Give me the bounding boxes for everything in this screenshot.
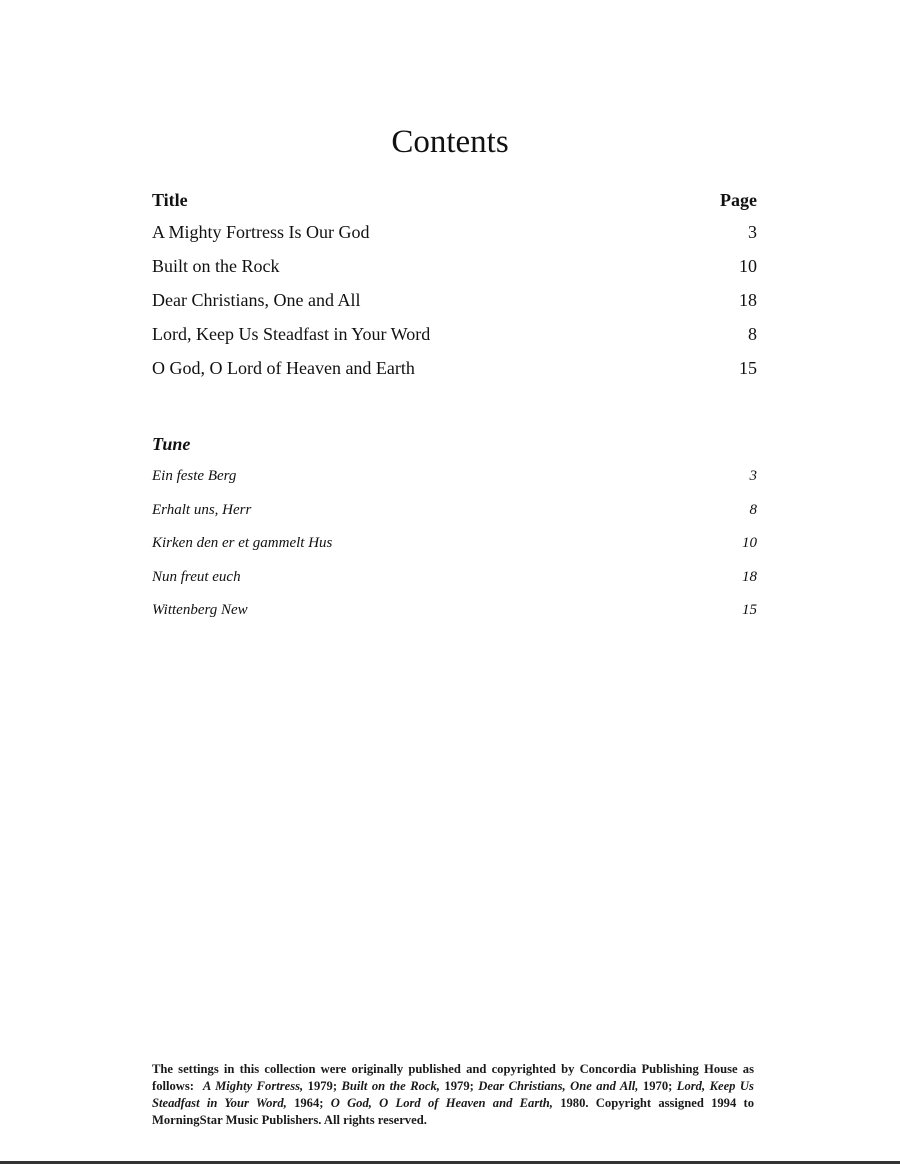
title-row-page: 3 xyxy=(748,222,757,242)
title-row-page: 18 xyxy=(739,290,757,310)
title-row-label: O God, O Lord of Heaven and Earth xyxy=(152,358,415,378)
footnote-year: 1979; xyxy=(307,1079,338,1093)
footnote-year: 1970; xyxy=(642,1079,673,1093)
footnote-year: 1980. xyxy=(560,1096,589,1110)
footnote-work: Lord, Keep Us Steadfast in Your Word, xyxy=(152,1079,754,1110)
titles-list xyxy=(152,215,757,385)
title-row-label: Built on the Rock xyxy=(152,256,280,276)
title-row-label: A Mighty Fortress Is Our God xyxy=(152,222,370,242)
tune-row-label: Ein feste Berg xyxy=(152,468,237,484)
tune-row-page: 15 xyxy=(742,602,757,618)
tune-row-label: Kirken den er et gammelt Hus xyxy=(152,535,333,551)
tune-row-page: 10 xyxy=(742,535,757,551)
tune-row-page: 18 xyxy=(742,568,757,585)
tune-row xyxy=(152,527,757,561)
title-row xyxy=(152,351,757,385)
title-row-label: Lord, Keep Us Steadfast in Your Word xyxy=(152,324,431,344)
title-row-label: Dear Christians, One and All xyxy=(152,290,361,310)
tune-row-page: 8 xyxy=(749,501,757,518)
tune-row xyxy=(152,594,757,628)
footnote-work: Dear Christians, One and All, xyxy=(478,1079,639,1093)
footnote-work: Built on the Rock, xyxy=(341,1079,440,1093)
title-row xyxy=(152,317,757,351)
titles-section xyxy=(152,186,757,385)
tune-row xyxy=(152,561,757,595)
tunes-section xyxy=(152,430,757,628)
copyright-footnote xyxy=(152,1061,754,1129)
title-row xyxy=(152,249,757,283)
title-row-page: 15 xyxy=(739,358,757,378)
footnote-copyright: Copyright assigned 1994 to MorningStar Music Publishers. All rights reserved. xyxy=(152,1096,755,1127)
footnote-year: 1964; xyxy=(294,1096,324,1110)
page-title: Contents xyxy=(391,124,509,160)
tune-row-label: Nun freut euch xyxy=(152,568,241,585)
tune-row xyxy=(152,460,757,494)
title-row-page: 10 xyxy=(739,256,757,276)
footnote-intro: The settings in this collection were originally published and copyrighted by Concordia Publishing House as follows: xyxy=(152,1062,754,1093)
titles-header-label: Title xyxy=(152,190,188,210)
tunes-header-label: Tune xyxy=(152,434,191,454)
tune-row-label: Erhalt uns, Herr xyxy=(152,501,252,518)
title-row xyxy=(152,215,757,249)
footnote-work: O God, O Lord of Heaven and Earth, xyxy=(330,1096,553,1110)
footnote-year: 1979; xyxy=(444,1079,474,1093)
title-row xyxy=(152,283,757,317)
tunes-header xyxy=(152,430,757,458)
titles-header xyxy=(152,186,757,214)
tune-row xyxy=(152,494,757,528)
tune-row-label: Wittenberg New xyxy=(152,602,248,618)
footnote-work: A Mighty Fortress, xyxy=(202,1079,304,1093)
tune-row-page: 3 xyxy=(749,468,757,484)
titles-header-page: Page xyxy=(720,190,757,210)
title-row-page: 8 xyxy=(748,324,757,344)
tunes-list xyxy=(152,460,757,628)
